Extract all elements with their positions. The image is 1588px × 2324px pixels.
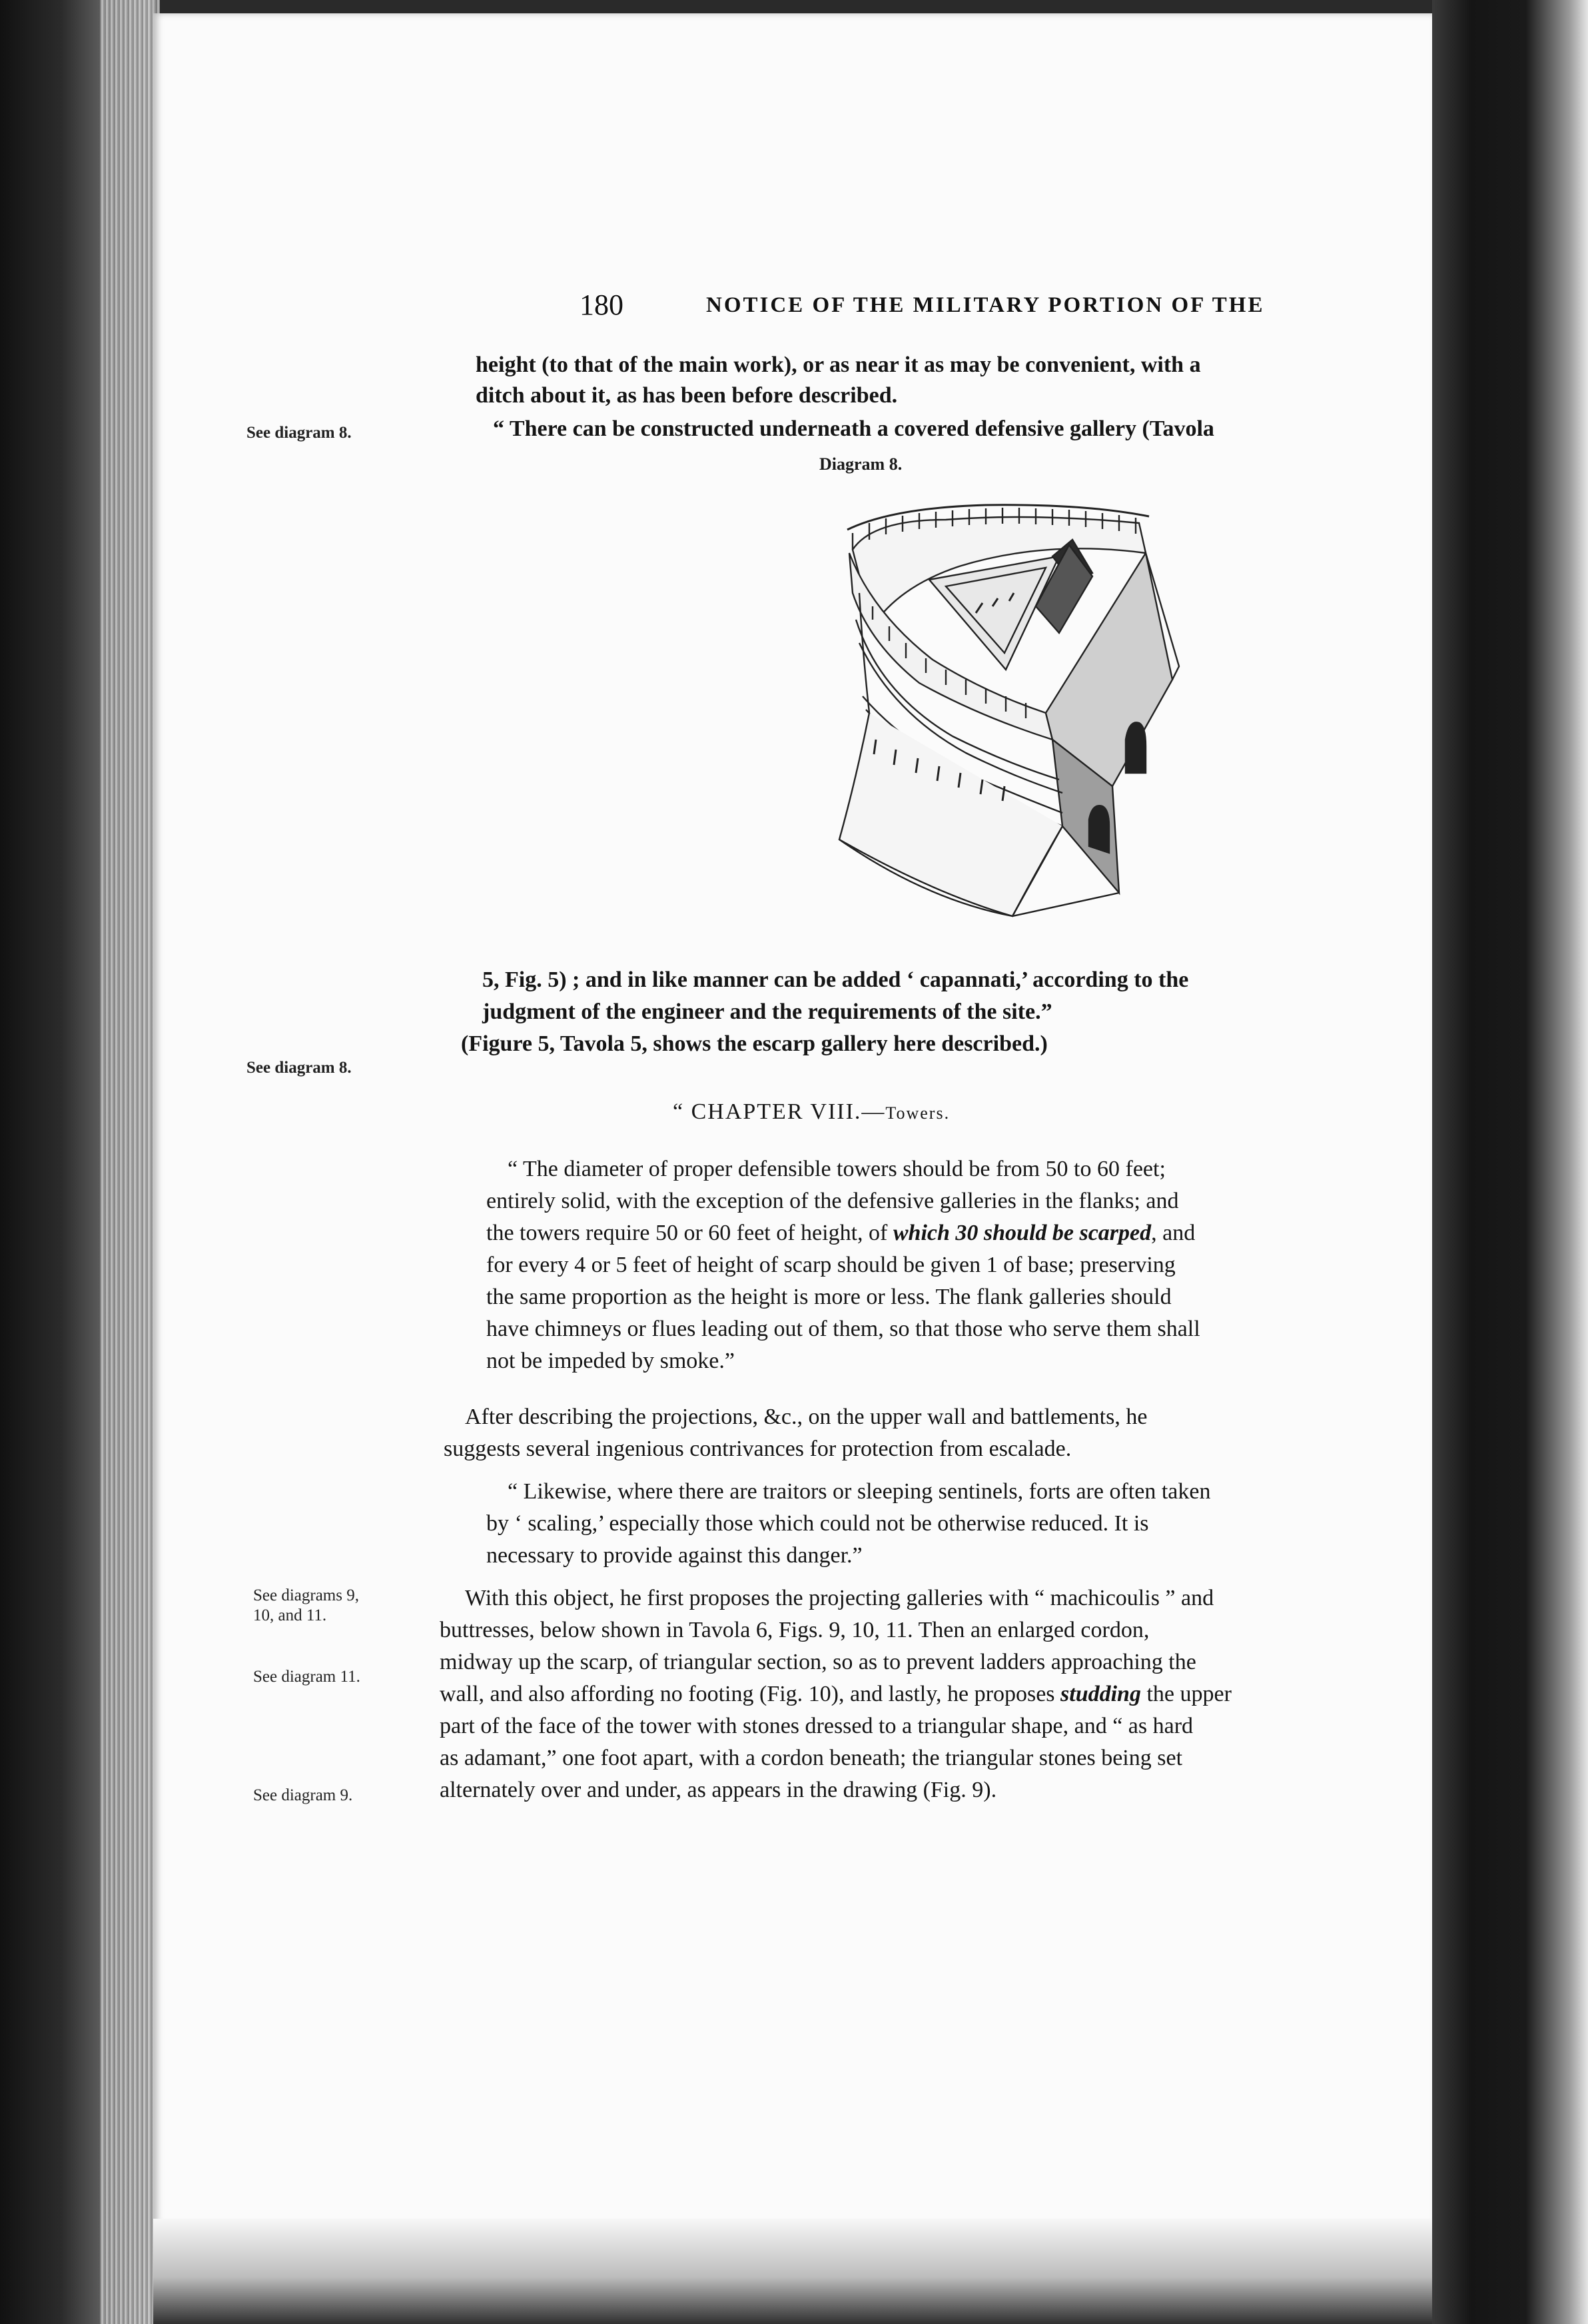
book-page (153, 13, 1432, 2225)
page-header (580, 287, 1459, 326)
text-segment: the towers require 50 or 60 feet of height, of (486, 1221, 893, 1245)
text-line: not be impeded by smoke.” (486, 1349, 735, 1373)
chapter-title (673, 1099, 950, 1125)
text-line: as adamant,” one foot apart, with a cordon beneath; the triangular stones being set (440, 1746, 1183, 1770)
text-line: judgment of the engineer and the requirements of the site.” (482, 999, 1052, 1024)
text-line: 5, Fig. 5) ; and in like manner can be added ‘ capannati,’ according to the (482, 967, 1189, 992)
text-line: alternately over and under, as appears in the drawing (Fig. 9). (440, 1778, 997, 1802)
running-head: NOTICE OF THE MILITARY PORTION OF THE (706, 293, 1265, 317)
text-segment: the upper (1140, 1682, 1232, 1706)
scanner-shadow-right (1432, 0, 1588, 2324)
margin-note: See diagram 8. (246, 1059, 352, 1077)
scanner-shadow-bottom (153, 2219, 1432, 2324)
margin-note: 10, and 11. (253, 1606, 327, 1624)
text-line: “ There can be constructed underneath a covered defensive gallery (Tavola (493, 416, 1214, 441)
text-line: have chimneys or flues leading out of them, so that those who serve them shall (486, 1317, 1200, 1341)
chapter-title-main: “ CHAPTER VIII.— (673, 1099, 886, 1124)
text-line: necessary to provide against this danger.” (486, 1543, 863, 1568)
text-line: With this object, he first proposes the projecting galleries with “ machicoulis ” and (465, 1586, 1214, 1610)
text-line: for every 4 or 5 feet of height of scarp should be given 1 of base; preserving (486, 1253, 1176, 1277)
figure-caption: Diagram 8. (819, 454, 903, 474)
text-line: “ Likewise, where there are traitors or sleeping sentinels, forts are often taken (508, 1479, 1211, 1504)
text-segment: wall, and also affording no footing (Fig. 10), and lastly, he proposes (440, 1682, 1061, 1706)
page-number: 180 (580, 289, 623, 321)
text-line: the same proportion as the height is more or less. The flank galleries should (486, 1285, 1172, 1309)
text-line: (Figure 5, Tavola 5, shows the escarp gallery here described.) (461, 1031, 1048, 1056)
margin-note: See diagram 9. (253, 1786, 353, 1804)
text-line: entirely solid, with the exception of the defensive galleries in the flanks; and (486, 1189, 1179, 1213)
book-page-edges (100, 0, 160, 2324)
italic-segment: studding (1060, 1682, 1141, 1706)
margin-note: See diagram 11. (253, 1668, 360, 1686)
text-line: suggests several ingenious contrivances for protection from escalade. (444, 1437, 1072, 1461)
text-line: midway up the scarp, of triangular section, so as to prevent ladders approaching the (440, 1650, 1196, 1674)
italic-segment: which 30 should be scarped (893, 1221, 1152, 1245)
text-line (440, 1679, 1232, 1710)
margin-note: See diagrams 9, (253, 1586, 359, 1604)
text-line: After describing the projections, &c., on the upper wall and battlements, he (465, 1405, 1148, 1429)
text-line: ditch about it, as has been before described. (476, 383, 898, 408)
margin-note: See diagram 8. (246, 424, 352, 442)
text-line: “ The diameter of proper defensible towers should be from 50 to 60 feet; (508, 1157, 1166, 1181)
text-line: buttresses, below shown in Tavola 6, Figs. 9, 10, 11. Then an enlarged cordon, (440, 1618, 1150, 1642)
chapter-title-sub: Towers. (885, 1103, 951, 1123)
text-line (486, 1218, 1195, 1249)
text-line: part of the face of the tower with stones dressed to a triangular shape, and “ as hard (440, 1714, 1194, 1738)
text-line: by ‘ scaling,’ especially those which could not be otherwise reduced. It is (486, 1511, 1149, 1536)
tower-illustration (833, 493, 1226, 926)
text-line: height (to that of the main work), or as near it as may be convenient, with a (476, 352, 1201, 377)
text-segment: , and (1151, 1221, 1196, 1245)
